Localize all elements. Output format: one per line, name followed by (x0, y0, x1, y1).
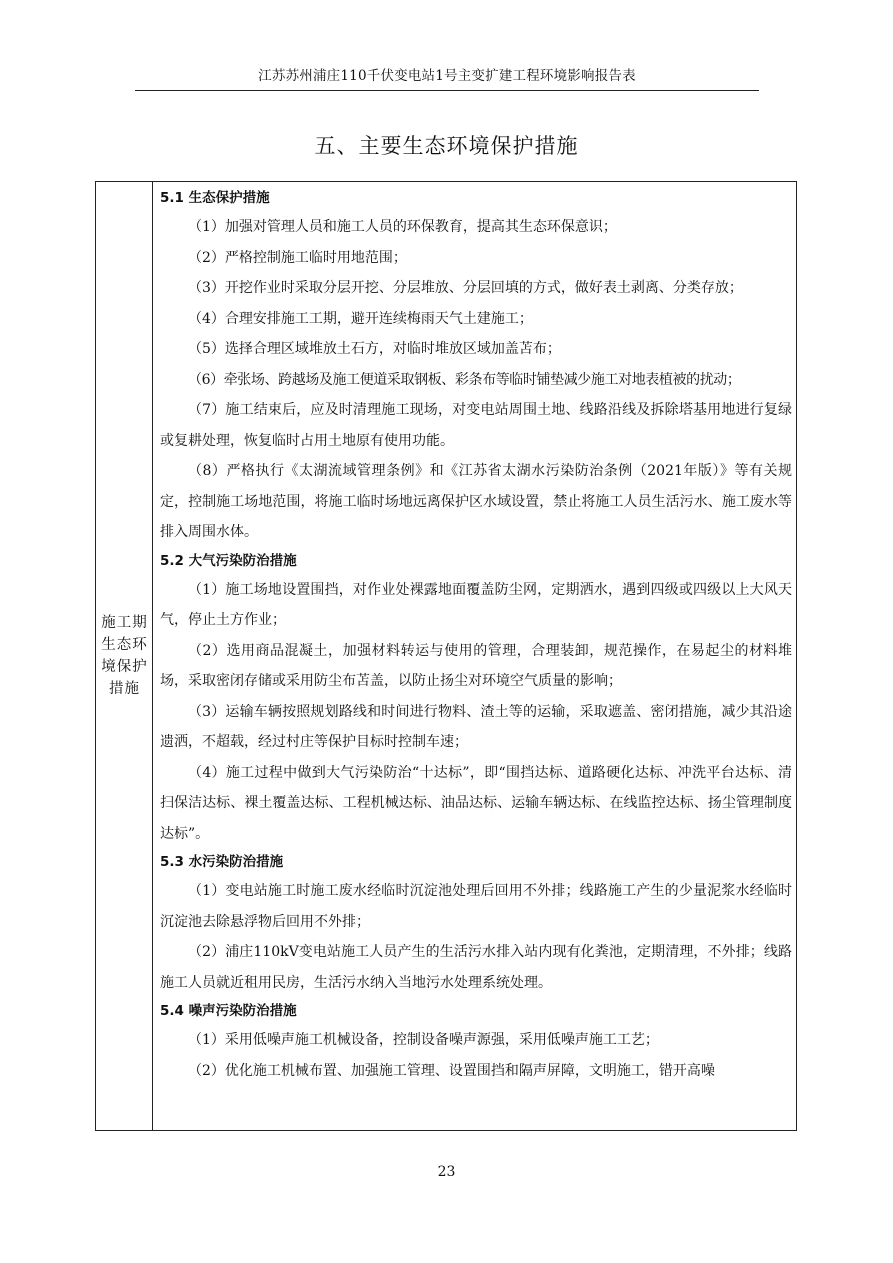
row-label-cell (96, 182, 153, 1130)
paragraph: （1）采用低噪声施工机械设备，控制设备噪声源强，采用低噪声施工工艺； (188, 1032, 659, 1048)
measures-content (160, 185, 792, 1086)
paragraph: （6）牵张场、跨越场及施工便道采取钢板、彩条布等临时铺垫减少施工对地表植被的扰动； (188, 371, 741, 388)
paragraph: （1）加强对管理人员和施工人员的环保教育，提高其生态环保意识； (188, 219, 617, 235)
paragraph: （4）合理安排施工工期，避开连续梅雨天气土建施工； (188, 310, 533, 327)
paragraph: （1）施工场地设置围挡，对作业处裸露地面覆盖防尘网，定期洒水，遇到四级或四级以上大风天气，停止土方作业； (160, 581, 792, 628)
paragraph: （2）优化施工机械布置、加强施工管理、设置围挡和隔声屏障，文明施工，错开高噪 (188, 1062, 715, 1079)
paragraph: （8）严格执行《太湖流域管理条例》和《江苏省太湖水污染防治条例（2021年版）》等有关规定，控制施工场地范围，将施工临时场地远离保护区水域设置，禁止将施工人员生活污水、施工废水等排入周围水体。 (160, 463, 792, 540)
paragraph: （2）浦庄110kV变电站施工人员产生的生活污水排入站内现有化粪池，定期清理，不外排；线路施工人员就近租用民房，生活污水纳入当地污水处理系统处理。 (160, 944, 792, 991)
paragraph: （2）选用商品混凝土，加强材料转运与使用的管理，合理装卸，规范操作，在易起尘的材料堆场，采取密闭存储或采用防尘布苫盖，以防止扬尘对环境空气质量的影响； (160, 642, 792, 689)
section-heading: 5.3 水污染防治措施 (160, 854, 284, 870)
section-heading: 5.4 噪声污染防治措施 (160, 1003, 297, 1019)
page-number: 23 (437, 1164, 456, 1180)
paragraph: （7）施工结束后，应及时清理施工现场，对变电站周围土地、线路沿线及拆除塔基用地进行复绿或复耕处理，恢复临时占用土地原有使用功能。 (160, 402, 792, 449)
row-label: 施工期生态环境保护措施 (101, 615, 148, 697)
paragraph: （4）施工过程中做到大气污染防治“十达标”，即“围挡达标、道路硬化达标、冲洗平台达标、清扫保洁达标、裸土覆盖达标、工程机械达标、油品达标、运输车辆达标、在线监控达标、扬尘管理制度达标”。 (160, 764, 792, 842)
paragraph: （3）运输车辆按照规划路线和时间进行物料、渣土等的运输，采取遮盖、密闭措施，减少其沿途遗洒，不超载，经过村庄等保护目标时控制车速； (160, 703, 792, 750)
paragraph: （1）变电站施工时施工废水经临时沉淀池处理后回用不外排；线路施工产生的少量泥浆水经临时沉淀池去除悬浮物后回用不外排； (160, 883, 792, 930)
section-heading: 5.2 大气污染防治措施 (160, 552, 297, 569)
measures-table (95, 181, 797, 1131)
paragraph: （3）开挖作业时采取分层开挖、分层堆放、分层回填的方式，做好表土剥离、分类存放； (188, 280, 743, 296)
paragraph: （5）选择合理区域堆放土石方，对临时堆放区域加盖苫布； (188, 341, 561, 357)
running-header: 江苏苏州浦庄110千伏变电站1号主变扩建工程环境影响报告表 (135, 64, 759, 91)
paragraph: （2）严格控制施工临时用地范围； (188, 249, 407, 266)
section-title: 五、主要生态环境保护措施 (314, 134, 579, 158)
section-heading: 5.1 生态保护措施 (160, 190, 270, 206)
